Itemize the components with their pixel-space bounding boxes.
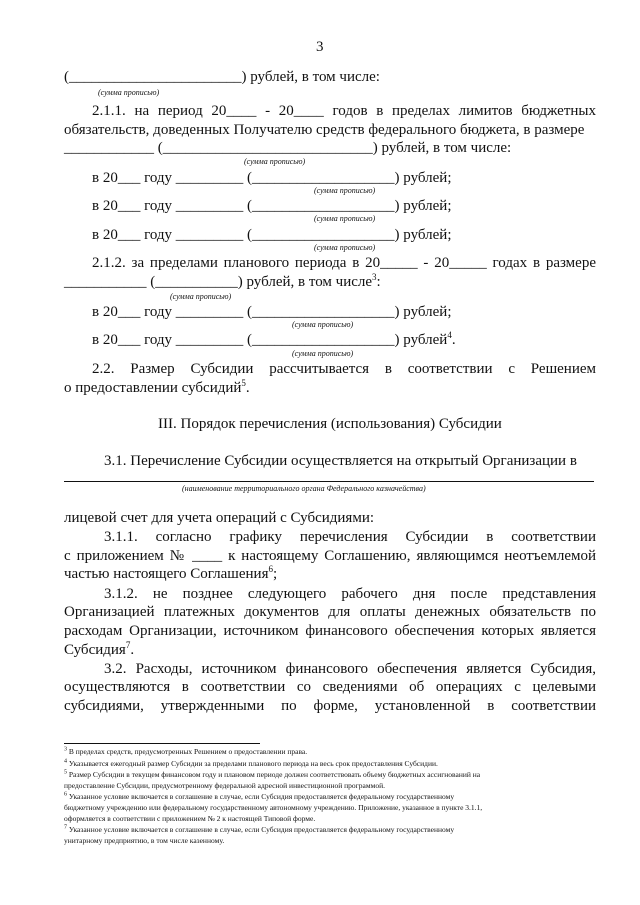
footnote-7-cont: унитарному предприятию, в том числе казенному. (64, 836, 225, 845)
footnote-6-cont: бюджетному учреждению или федеральному государственному автономному учреждению. Приложение, указанное в пункте 3.1.1, (64, 803, 483, 812)
amount-line: (_______________________) рублей, в том числе: (64, 69, 380, 85)
footnote-number: 4 (64, 758, 67, 765)
clause-3-1-2: 3.1.2. не позднее следующего рабочего дня после представления (104, 586, 596, 602)
year-amount-text: в 20___ году _________ (___________________) рублей (92, 332, 448, 348)
footnote-4 (64, 760, 438, 768)
clause-2-1-1: 2.1.1. на период 20____ - 20____ годов в пределах лимитов бюджетных (92, 103, 596, 119)
text-line: субсидиями, утвержденными по форме, установленной в соответствии (64, 698, 596, 714)
clause-2-1-2: 2.1.2. за пределами планового периода в 20_____ - 20_____ годах в размере (92, 255, 596, 271)
footnote-separator (64, 743, 260, 744)
footnote-text: Указанное условие включается в соглашение в случае, если Субсидия предоставляется федеральному государственному (68, 825, 455, 834)
footnote-number: 3 (64, 746, 67, 753)
caption-amount-words: (сумма прописью) (98, 88, 160, 97)
text-line (64, 564, 278, 582)
punct: . (245, 380, 250, 396)
amount-line: ____________ (____________________________) рублей, в том числе: (64, 140, 512, 156)
year-amount-line (92, 330, 456, 348)
clause-3-1: 3.1. Перечисление Субсидии осуществляется на открытый Организации в (104, 453, 577, 469)
footnote-6-cont: оформляется в соответствии с приложением № 2 к настоящей Типовой форме. (64, 814, 316, 823)
footnote-5 (64, 771, 480, 779)
footnote-7 (64, 826, 454, 834)
footnote-ref-5: 5 (241, 378, 246, 388)
footnote-ref-7: 7 (125, 640, 131, 650)
text-line-body: о предоставлении субсидий (64, 380, 242, 396)
year-amount-line: в 20___ году _________ (___________________) рублей; (92, 227, 452, 243)
amount-line-text: ___________ (___________) рублей, в том числе (64, 274, 373, 290)
footnote-text: Указанное условие включается в соглашение в случае, если Субсидия предоставляется федеральному государственному (68, 792, 455, 801)
footnote-text: Размер Субсидии в текущем финансовом году и плановом периоде должен соответствовать объему бюджетных ассигнований на (68, 770, 481, 779)
treasury-name-rule (64, 481, 594, 482)
text-line: осуществляются в соответствии со сведениями об операциях с целевыми (64, 679, 596, 695)
amount-line (64, 272, 381, 290)
clause-2-2: 2.2. Размер Субсидии рассчитывается в соответствии с Решением (92, 361, 596, 377)
year-amount-line: в 20___ году _________ (___________________) рублей; (92, 170, 452, 186)
footnote-ref-3: 3 (372, 272, 377, 282)
caption-amount-words: (сумма прописью) (292, 349, 354, 358)
text-line (64, 640, 135, 658)
text-line: лицевой счет для учета операций с Субсидиями: (64, 510, 375, 526)
year-amount-line: в 20___ году _________ (___________________) рублей; (92, 304, 452, 320)
footnote-number: 6 (64, 791, 67, 798)
punct: . (130, 642, 135, 658)
text-line: расходам Организации, источником финансового обеспечения которых является (64, 623, 596, 639)
text-line: обязательств, доведенных Получателю средств федерального бюджета, в размере (64, 122, 585, 138)
caption-amount-words: (сумма прописью) (314, 214, 376, 223)
footnote-3 (64, 748, 307, 756)
text-line: с приложением № ____ к настоящему Соглашению, являющимся неотъемлемой (64, 548, 596, 564)
clause-3-1-1: 3.1.1. согласно графику перечисления Субсидии в соответствии (104, 529, 596, 545)
caption-amount-words: (сумма прописью) (244, 157, 306, 166)
caption-amount-words: (сумма прописью) (292, 320, 354, 329)
caption-treasury-name: (наименование территориального органа Федерального казначейства) (182, 484, 426, 493)
text-line (64, 378, 250, 396)
caption-amount-words: (сумма прописью) (314, 243, 376, 252)
footnote-text: В пределах средств, предусмотренных Решением о предоставлении права. (68, 747, 308, 756)
text-line-body: частью настоящего Соглашения (64, 566, 269, 582)
footnote-5-cont: предоставление Субсидии, предусмотренному федеральной адресной инвестиционной программой. (64, 781, 385, 790)
footnote-6 (64, 793, 454, 801)
footnote-number: 5 (64, 769, 67, 776)
text-line-body: Субсидия (64, 642, 126, 658)
footnote-ref-4: 4 (447, 330, 452, 340)
footnote-ref-6: 6 (268, 564, 273, 574)
section-heading: III. Порядок перечисления (использования) Субсидии (158, 416, 502, 432)
caption-amount-words: (сумма прописью) (170, 292, 232, 301)
caption-amount-words: (сумма прописью) (314, 186, 376, 195)
punct: . (451, 332, 456, 348)
year-amount-line: в 20___ году _________ (___________________) рублей; (92, 198, 452, 214)
clause-3-2: 3.2. Расходы, источником финансового обеспечения является Субсидия, (104, 661, 596, 677)
punct: : (376, 274, 381, 290)
text-line: Организацией платежных документов для оплаты денежных обязательств по (64, 604, 596, 620)
punct: ; (272, 566, 278, 582)
footnote-text: Указывается ежегодный размер Субсидии за пределами планового периода на весь срок предоставления Субсидии. (68, 759, 438, 768)
page-number: 3 (316, 39, 324, 55)
footnote-number: 7 (64, 824, 67, 831)
